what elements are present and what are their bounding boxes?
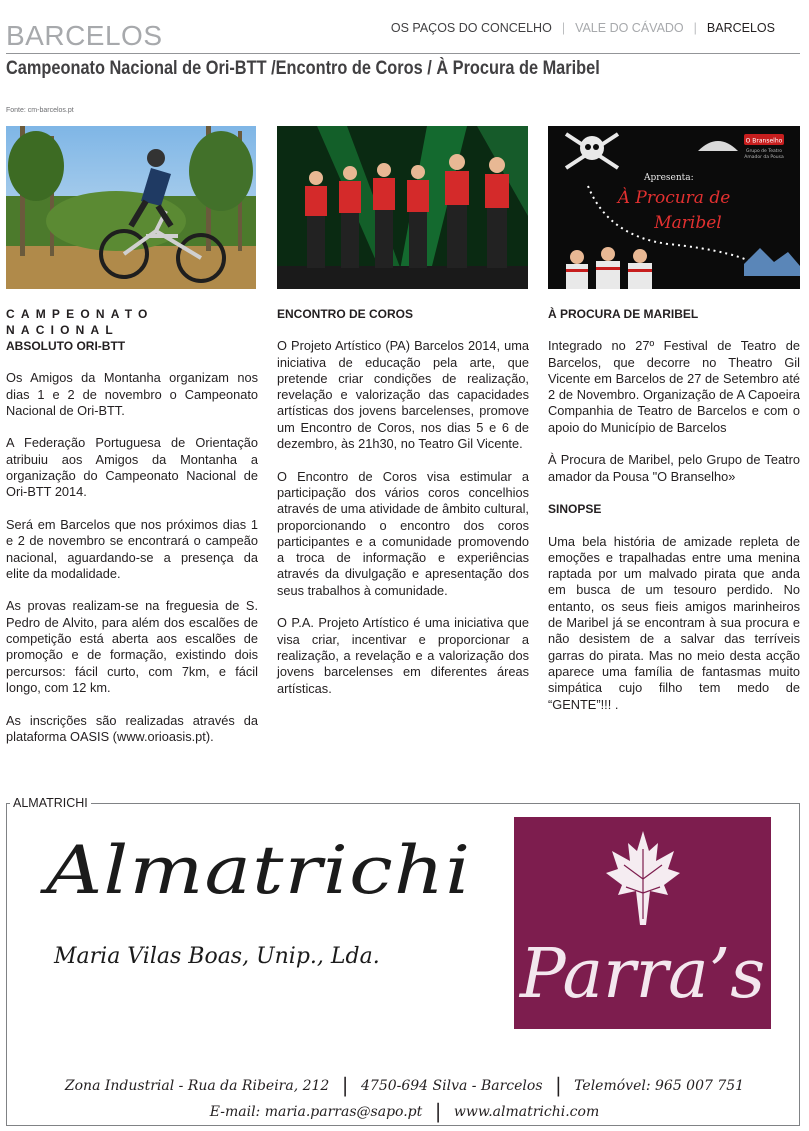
contact-address-line (0, 1071, 809, 1095)
poster-presents: Apresenta: (644, 173, 694, 183)
paragraph: Integrado no 27º Festival de Teatro de Barcelos, que decorre no Theatro Gil Vicente em Barcelos de 27 de Setembro até 2 de Novembro. Organização de A Capoeira Companhia de Teatro de Barcelos e com o apoio do Município de Barcelos (548, 338, 800, 435)
poster-brand-line2: Amador da Pousa (744, 155, 784, 160)
contact-email[interactable]: E-mail: maria.parras@sapo.pt (209, 1104, 423, 1120)
paragraph: Uma bela história de amizade repleta de emoções e trapalhadas entre uma menina raptada por um malvado pirata que anda em busca de um tesouro perdido. No entanto, os seus fieis amigos marinheiros de Maribel já se encontram à sua procura e não desistem de a salvar das terríveis garras do pirata. Mas no meio desta acção aparece uma família de fantasmas muito simpática cujo filho tem medo de “GENTE”!!! . (548, 533, 800, 712)
contact-divider: | (341, 1073, 349, 1097)
section-navigation (391, 21, 775, 35)
sinopse-heading: SINOPSE (548, 502, 602, 517)
article-heading (6, 306, 258, 338)
maple-leaf-icon (606, 829, 680, 927)
contact-divider: | (434, 1099, 442, 1123)
contact-address: Zona Industrial - Rua da Ribeira, 212 (64, 1078, 330, 1094)
nav-link-barcelos[interactable]: BARCELOS (706, 21, 775, 35)
nav-link-pacos-do-concelho[interactable]: OS PAÇOS DO CONCELHO (390, 21, 552, 35)
contact-web-line (0, 1097, 809, 1121)
article-encontro-de-coros (277, 306, 529, 713)
header-rule (6, 53, 800, 54)
poster-brand: O Branselho (745, 137, 783, 145)
contact-phone: Telemóvel: 965 007 751 (574, 1078, 745, 1094)
advertisement-label: ALMATRICHI (10, 796, 91, 810)
choir-photo (277, 126, 528, 289)
article-headline: Campeonato Nacional de Ori-BTT /Encontro de Coros / À Procura de Maribel (6, 58, 600, 79)
company-name: Maria Vilas Boas, Unip., Lda. (54, 944, 380, 969)
poster-brand-line1: Grupo de Teatro (745, 149, 783, 154)
paragraph: O P.A. Projeto Artístico é uma iniciativa que visa criar, incentivar e proporcionar a realização, a revelação e a valorização dos jovens barcelenses em diferentes áreas artísticas. (277, 615, 529, 696)
paragraph: A Federação Portuguesa de Orientação atribuiu aos Amigos da Montanha a organização do Campeonato Nacional de Ori-BTT 2014. (6, 435, 258, 500)
section-title: BARCELOS (6, 20, 163, 51)
paragraph: Os Amigos da Montanha organizam nos dias 1 e 2 de novembro o Campeonato Nacional de Ori-BTT. (6, 370, 258, 418)
poster-title-line1: À Procura de (617, 188, 731, 208)
parras-brand-name: Parra’s (519, 935, 766, 1014)
poster-title-line2: Maribel (654, 213, 722, 233)
article-procura-de-maribel (548, 306, 800, 729)
contact-divider: | (554, 1073, 562, 1097)
paragraph: À Procura de Maribel, pelo Grupo de Teatro amador da Pousa "O Branselho» (548, 452, 800, 484)
nav-link-vale-do-cavado[interactable]: VALE DO CÁVADO (575, 21, 684, 35)
article-heading: ENCONTRO DE COROS (277, 307, 414, 321)
nav-separator: | (561, 21, 566, 35)
article-ori-btt (6, 306, 258, 761)
paragraph: O Projeto Artístico (PA) Barcelos 2014, uma iniciativa de educação pela arte, que pretende criar condições de realização, revelação e valorização das capacidades artísticas dos jovens barcelenses, promove um Encontro de Coros, nos dias 5 e 6 de dezembro, às 21h30, no Teatro Gil Vicente. (277, 338, 529, 452)
article-heading: À PROCURA DE MARIBEL (548, 307, 699, 321)
mountain-bike-photo (6, 126, 256, 289)
parras-brand-panel (514, 817, 771, 1029)
source-credit: Fonte: cm-barcelos.pt (6, 107, 74, 114)
paragraph: As provas realizam-se na freguesia de S. Pedro de Alvito, para além dos escalões de competição está aberta aos escalões de promoção e de formação, existindo dois percursos: fácil curto, com 7km, e fácil longo, com 12 km. (6, 598, 258, 695)
paragraph: As inscrições são realizadas através da plataforma OASIS (www.orioasis.pt). (6, 712, 258, 744)
paragraph: Será em Barcelos que nos próximos dias 1 e 2 de novembro se encontrará o campeão nacional, aguardando-se a presença da elite da modalidade. (6, 516, 258, 581)
article-heading-line1: CAMPEONATO NACIONAL (6, 307, 154, 337)
article-heading-line2: ABSOLUTO ORI-BTT (6, 339, 126, 353)
nav-separator: | (693, 21, 697, 35)
contact-website[interactable]: www.almatrichi.com (453, 1104, 600, 1120)
theatre-poster (548, 126, 800, 289)
contact-postal: 4750-694 Silva - Barcelos (361, 1078, 543, 1094)
almatrichi-logo: Almatrichi (46, 832, 472, 909)
paragraph: O Encontro de Coros visa estimular a participação dos vários coros concelhios através de uma atividade de âmbito cultural, proporcionando o encontro dos coros participantes e a comunidade promovendo a troca de informação e experiências através da divulgação e apresentação dos seus trabalhos à comunidade. (277, 468, 529, 598)
